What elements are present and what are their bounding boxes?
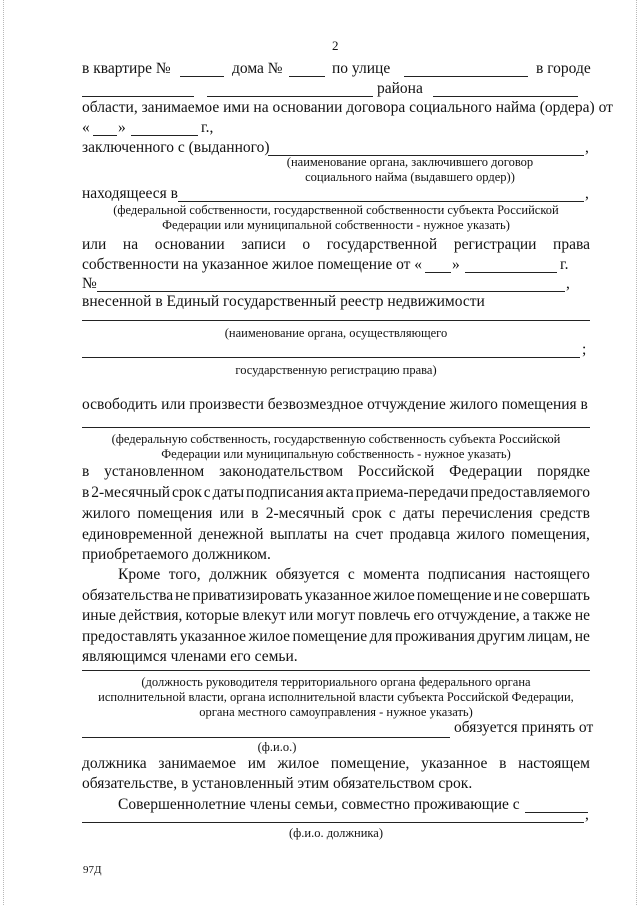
field-order-day[interactable] [93,135,117,136]
label-street: по улице [332,60,391,77]
word: приема-передачи [355,484,469,501]
word: записи [241,236,286,253]
para1-line1 [82,463,590,481]
word: проживания [394,628,475,645]
word: счет [355,526,384,543]
caption-debtor-fio: (ф.и.о. должника) [289,826,383,840]
word: основании [154,236,225,253]
word: перечисления [441,505,533,522]
word: даты [212,484,245,501]
field-house[interactable] [289,76,325,77]
caption-authority-2: исполнительной власти, органа исполнительной власти субъекта Российской Федерации, [98,690,574,704]
word: а [522,607,530,624]
caption-registration-organ: (наименование органа, осуществляющего [224,326,448,340]
para2-line1 [118,566,590,584]
word: на [333,526,349,543]
field-registration-month[interactable] [465,272,557,273]
word: или [289,607,314,624]
field-debtor-name-start[interactable] [525,812,588,813]
para1-line3 [82,505,590,523]
word: должник [209,566,268,583]
word: им [247,755,266,772]
word: жилого [456,526,505,543]
word: единовременной [82,526,193,543]
text-region-basis: области, занимаемое ими на основании договора социального найма (ордера) от [82,99,613,116]
word: государственной [326,236,438,253]
label-number: № [82,275,97,292]
field-district[interactable] [207,96,373,97]
word: предоставляемого [470,484,590,501]
caption-transfer-2: Федерации или муниципальную собственность - нужное указать) [161,447,511,461]
word: выплаты [269,526,328,543]
word: указанное [421,755,488,772]
caption-fio: (ф.и.о.) [257,740,297,754]
word: указанное [179,628,247,645]
para2-line4 [82,628,590,646]
scan-edge-right [636,0,638,905]
text-undertakes-accept: обязуется принять от [454,719,594,736]
word: для [369,628,393,645]
word: помещения, [511,526,590,543]
word: в [82,463,90,480]
word: действия, [119,607,183,624]
word: даты [403,505,435,522]
label-city: в городе [536,60,591,77]
page-number: 2 [332,38,339,53]
comma: , [585,185,589,202]
word: могут [316,607,355,624]
footer-code: 97Д [83,864,102,876]
quote-close: » [118,119,126,136]
word: обязательства [82,587,174,604]
field-authority-position[interactable] [82,670,590,671]
word: настоящего [514,566,590,583]
caption-contract-organ-2: социального найма (выдавшего ордер)) [305,170,515,184]
word: срок [171,484,202,501]
word: в [499,755,507,772]
word: акта [325,484,354,501]
word: настоящем [518,755,590,772]
word: с [203,484,211,501]
word: иные [82,607,116,624]
field-registration-organ-2[interactable] [82,357,580,358]
field-transfer-ownership[interactable] [82,427,590,428]
word: отчуждение, [437,607,520,624]
para1-line5: приобретаемого должником. [82,546,271,563]
comma: , [585,139,589,156]
label-ownership-date: собственности на указанное жилое помещение от « [82,256,423,273]
word: повлечь [358,607,411,624]
word: 2-месячный [265,505,345,522]
label-year: г., [201,119,214,136]
field-located-in[interactable] [178,201,584,202]
word: того, [168,566,201,583]
word: его [413,607,435,624]
field-authority-fio[interactable] [82,737,450,738]
word: лицам, [527,628,573,645]
text-debtor-premises [82,755,590,773]
label-house: дома № [232,60,283,77]
word: на [122,236,139,253]
word: Федерации [449,463,523,480]
para2-line5: являющимся членами его семьи. [82,648,298,665]
field-region[interactable] [433,96,578,97]
word: Кроме [118,566,161,583]
comma: , [566,275,570,292]
word: о [302,236,311,253]
word: помещение [416,587,492,604]
caption-authority-1: (должность руководителя территориального органа федерального органа [141,675,531,689]
word: момента [363,566,420,583]
word: помещения [137,505,213,522]
word: не [175,587,191,604]
field-debtor-name[interactable] [82,822,584,823]
caption-contract-organ-1: (наименование органа, заключившего договор [286,155,534,169]
caption-ownership-1: (федеральной собственности, государственной собственности субъекта Российской [113,203,559,217]
scan-edge-left [3,0,5,905]
caption-registration-right: государственную регистрацию права) [235,363,437,377]
word: срок [351,505,382,522]
word: приватизировать [192,587,303,604]
word: подписания [246,484,324,501]
para1-line4 [82,526,590,544]
word: с [388,505,396,522]
word: должника [82,755,147,772]
text-obligation-term: обязательстве, в установленный этим обязательством срок. [82,775,473,792]
word: помещение, [330,755,410,772]
word: средств [539,505,590,522]
word: законодательством [219,463,344,480]
word: жилое [277,755,320,772]
label-located-in: находящееся в [82,185,178,202]
word: денежной [198,526,264,543]
quote-open: « [82,119,90,136]
text-vacate: освободить или произвести безвозмездное отчуждение жилого помещения в [82,396,588,413]
comma: , [585,806,589,823]
text-egrn: внесенной в Единый государственный реестр недвижимости [82,293,485,310]
word: или [219,505,244,522]
text-registration-basis [82,236,590,254]
word: помещение [292,628,368,645]
word: в [82,484,90,501]
semicolon: ; [582,341,587,358]
label-district: района [377,80,423,97]
word: продавца [389,526,451,543]
word: другим [477,628,526,645]
field-registration-organ[interactable] [82,320,590,321]
word: совершать [521,587,590,604]
word: занимаемое [158,755,237,772]
para1-line2 [82,484,590,502]
word: также [532,607,572,624]
label-year: г. [560,256,569,273]
word: не [574,628,590,645]
text-adult-family: Совершеннолетние члены семьи, совместно проживающие с [118,796,520,813]
label-concluded-with: заключенного с (выданного) [82,139,270,156]
word: права [553,236,590,253]
word: регистрации [453,236,537,253]
word: установленном [104,463,205,480]
word: Российской [357,463,435,480]
field-order-month[interactable] [131,135,198,136]
word: 2-месячный [91,484,171,501]
word: не [503,587,520,604]
para2-line2 [82,587,590,605]
word: порядке [537,463,590,480]
word: жилое [248,628,291,645]
caption-authority-3: органа местного самоуправления - нужное указать) [199,705,473,719]
word: с [347,566,355,583]
word: указанное [304,587,372,604]
caption-ownership-2: Федерации или муниципальной собственности - нужное указать) [162,218,510,232]
word: и [493,587,502,604]
word: не [574,607,590,624]
word: жилого [82,505,131,522]
field-city[interactable] [82,96,194,97]
word: влекут [242,607,286,624]
word: предоставлять [82,628,178,645]
caption-transfer-1: (федеральную собственность, государственную собственность субъекта Российской [111,432,561,446]
field-registration-number[interactable] [97,291,565,292]
word: жилое [373,587,415,604]
word: подписания [427,566,506,583]
quote-close: » [452,256,460,273]
field-apartment[interactable] [180,76,224,77]
word: обязуется [275,566,340,583]
field-registration-day[interactable] [425,272,451,273]
field-street[interactable] [404,76,528,77]
para2-line3 [82,607,590,625]
word: которые [185,607,240,624]
word: или [82,236,107,253]
word: в [251,505,259,522]
label-apartment: в квартире № [82,60,171,77]
